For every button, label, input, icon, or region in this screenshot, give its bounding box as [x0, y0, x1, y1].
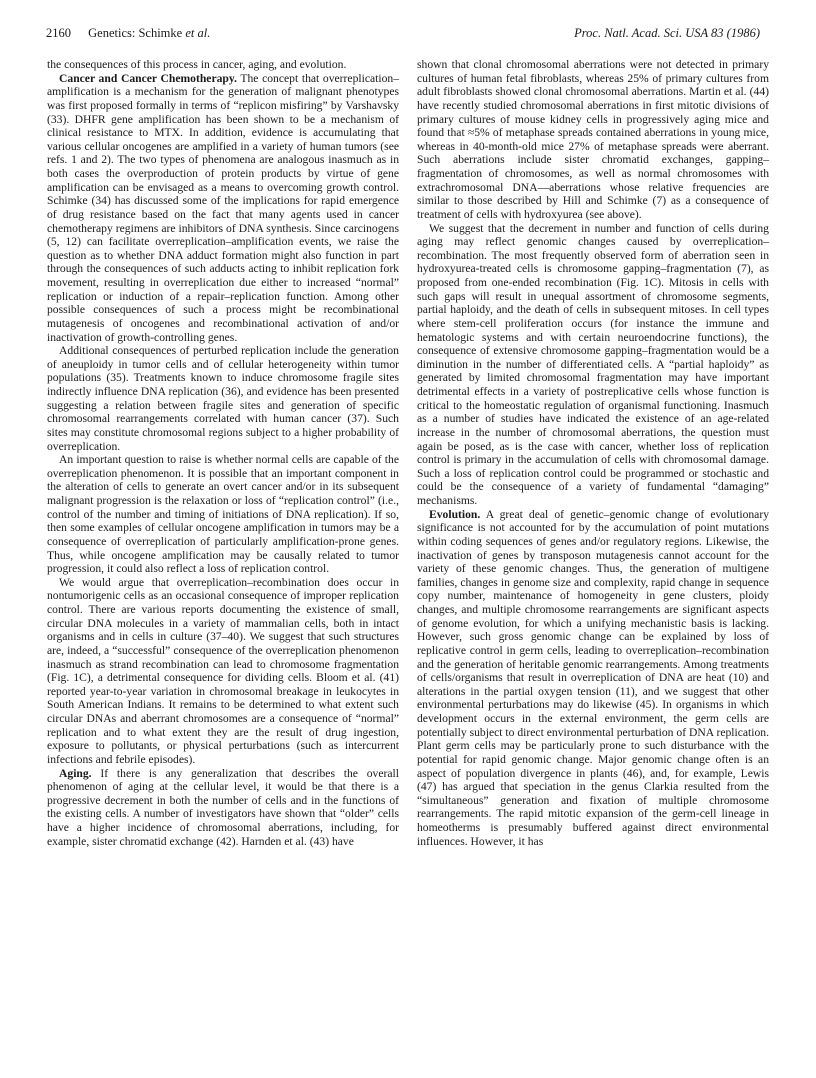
paragraph-text: If there is any generalization that describes the overall phenomenon of aging at the cellular level, it would be that there is a progressive decrement in both the number of cells and in the functions of the existing cells. A number of investigators have shown that “older” cells have a higher incidence of chromosomal aberrations, including, for example, sister chromatid exchange (42). Harnden et al. (43) have — [47, 766, 399, 848]
paragraph: shown that clonal chromosomal aberrations were not detected in primary cultures of human fetal fibroblasts, whereas 25% of primary cultures from adult fibroblasts showed clonal chromosomal aberrations. Martin et al. (44) have recently studied chromosomal aberrations in first mitotic divisions of primary cultures of mouse kidney cells in progressively aging mice and found that ≈5% of metaphase spreads contained aberrations in young mice, whereas in 40-month-old mice 27% of metaphase spreads were aberrant. Such aberrations include sister chromatid exchanges, gapping–fragmentation of chromosomes, as well as normal chromosomes with extrachromosomal DNA—aberrations whose relative frequencies are similar to those described by Hill and Schimke (7) as a consequence of treatment of cells with hydroxyurea (see above). — [417, 58, 769, 221]
section-heading-cancer: Cancer and Cancer Chemotherapy. — [59, 71, 237, 85]
page-number: 2160 — [46, 26, 71, 40]
section-title: Genetics: Schimke — [88, 26, 183, 40]
section-heading-evolution: Evolution. — [429, 507, 481, 521]
journal-citation: Proc. Natl. Acad. Sci. USA 83 (1986) — [574, 26, 760, 40]
paragraph-evolution — [417, 508, 769, 849]
section-heading-aging: Aging. — [59, 766, 92, 780]
paragraph: Additional consequences of perturbed replication include the generation of aneuploidy in tumor cells and of cellular heterogeneity within tumor populations (35). Treatments known to induce chromosome fragile sites indirectly influence DNA replication (36), and evidence has been presented suggesting a relation between fragile sites and generation of specific chromosomal rearrangements correlated with human cancer (37). Such sites may constitute chromosomal regions subject to a higher probability of overreplication. — [47, 344, 399, 453]
paragraph-text: A great deal of genetic–genomic change of evolutionary significance is not accounted for by the accumulation of point mutations within coding sequences of genes and/or regulatory regions. Likewise, the inactivation of genes by transposon mutagenesis cannot account for the variety of these genomic changes. Thus, the generation of multigene families, changes in genome size and complexity, rapid change in sequence copy number, maintenance of homogeneity in gene clusters, ploidy changes, and multiple chromosome rearrangements are significant aspects of genome evolution, for which a unifying mechanistic basis is lacking. However, such gross genomic change can be explained by loss of replicative control in germ cells, leading to overreplication–recombination and the generation of heritable genomic rearrangements. Among treatments of cells/organisms that result in overreplication of DNA are heat (10) and alterations in the partial oxygen tension (11), and we suggest that other environmental perturbations may do likewise (45). In organisms in which development occurs in the external environment, the germ cells are potentially subject to direct environmental perturbation of DNA replication. Plant germ cells may be particularly prone to such disturbance with the potential for rapid genomic change. Major genomic change often is an aspect of population divergence in plants (46), and, for example, Lewis (47) has argued that speciation in the genus Clarkia resulted from the “simultaneous” generation and fixation of multiple chromosome rearrangements. The rapid mitotic expansion of the germ-cell lineage in homeotherms is presumably buffered against direct environmental influences. However, it has — [417, 507, 769, 848]
left-column — [47, 58, 399, 848]
paragraph-aging — [47, 767, 399, 849]
section-etal: et al. — [185, 26, 211, 40]
paragraph-cancer — [47, 72, 399, 345]
paragraph: the consequences of this process in cancer, aging, and evolution. — [47, 58, 347, 71]
paragraph: We suggest that the decrement in number and function of cells during aging may reflect genomic changes caused by overreplication–recombination. The most frequently observed form of aberration seen in hydroxyurea-treated cells is chromosome gapping–fragmentation (7), as proposed from one-ended recombination (Fig. 1C). Mitosis in cells with such gaps will result in unequal assortment of chromosome segments, partial haploidy, and the death of cells in subsequent mitoses. In cell types where stem-cell proliferation occurs (for instance the immune and hematologic systems and with certain neuroendocrine functions), the consequence of extensive chromosome gapping–fragmentation would be a diminution in the number of differentiated cells. A “partial haploidy” as generated by limited chromosomal fragmentation may have important detrimental effects in a variety of postreplicative cells whose function is critical to the homeostatic regulation of organismal functioning. Inasmuch as a number of studies have indicated the existence of an age-related increase in the number of chromosomal aberrations, the question must again be posed, as is the case with cancer, whether loss of replication control is primary in the accumulation of cells with chromosomal damage. Such a loss of replication control could be programmed or stochastic and could be the consequence of a variety of fundamental “damaging” mechanisms. — [417, 221, 769, 507]
running-header — [46, 26, 760, 46]
paragraph-text: The concept that overreplication–amplification is a mechanism for the generation of malignant phenotypes was first proposed formally in terms of “replicon misfiring” by Varshavsky (33). DHFR gene amplification has been shown to be a mechanism of clinical resistance to MTX. In addition, evidence is accumulating that various cellular oncogenes are amplified in a variety of human tumors (see refs. 1 and 2). The two types of phenomena are analogous inasmuch as in both cases the overproduction of protein products by virtue of gene amplification can be envisaged as a means to overcoming growth control. Schimke (34) has discussed some of the implications for rapid emergence of drug resistance based on the fact that many agents used in cancer chemotherapy regimens are inhibitors of DNA synthesis. Since carcinogens (5, 12) can facilitate overreplication–amplification events, we raise the question as to whether DNA adduct formation might also function in part through the consequences of such adducts acting to inhibit replication fork movement, resulting in overreplication due either to increased “normal” replication or induction of a repair–replication function. Among other possible consequences of such a process might be recombinational mutagenesis of oncogenes and recombinational activation of and/or inactivation of growth-controlling genes. — [47, 71, 399, 344]
paragraph: We would argue that overreplication–recombination does occur in nontumorigenic cells as an occasional consequence of improper replication control. There are various reports documenting the existence of small, circular DNA molecules in a variety of mammalian cells, both in intact organisms and in cells in culture (37–40). We suggest that such structures are, indeed, a “successful” consequence of the overreplication phenomenon inasmuch as strand recombination can lead to chromosome fragmentation (Fig. 1C), a detrimental consequence for dividing cells. Bloom et al. (41) reported year-to-year variation in chromosomal breakage in leukocytes in South American Indians. It remains to be determined to what extent such circular DNAs and aberrant chromosomes are a consequence of “normal” replication and to what extent they are the result of drug ingestion, exposure to pollutants, or physical perturbations (such as intercurrent infections and febrile episodes). — [47, 575, 399, 766]
header-left — [46, 26, 210, 41]
right-column — [417, 58, 769, 848]
paragraph: An important question to raise is whether normal cells are capable of the overreplication phenomenon. It is possible that an important component in the alteration of cells to generate an overt cancer and/or in its subsequent malignant progression is the relaxation or loss of “replication control” (i.e., control of the number and timing of initiations of DNA replication). If so, then some examples of cellular oncogene amplification in tumors may be a consequence of overreplication of particularly amplification-prone genes. Thus, while oncogene amplification may be causally related to tumor progression, it could also reflect a loss of replication control. — [47, 453, 399, 576]
